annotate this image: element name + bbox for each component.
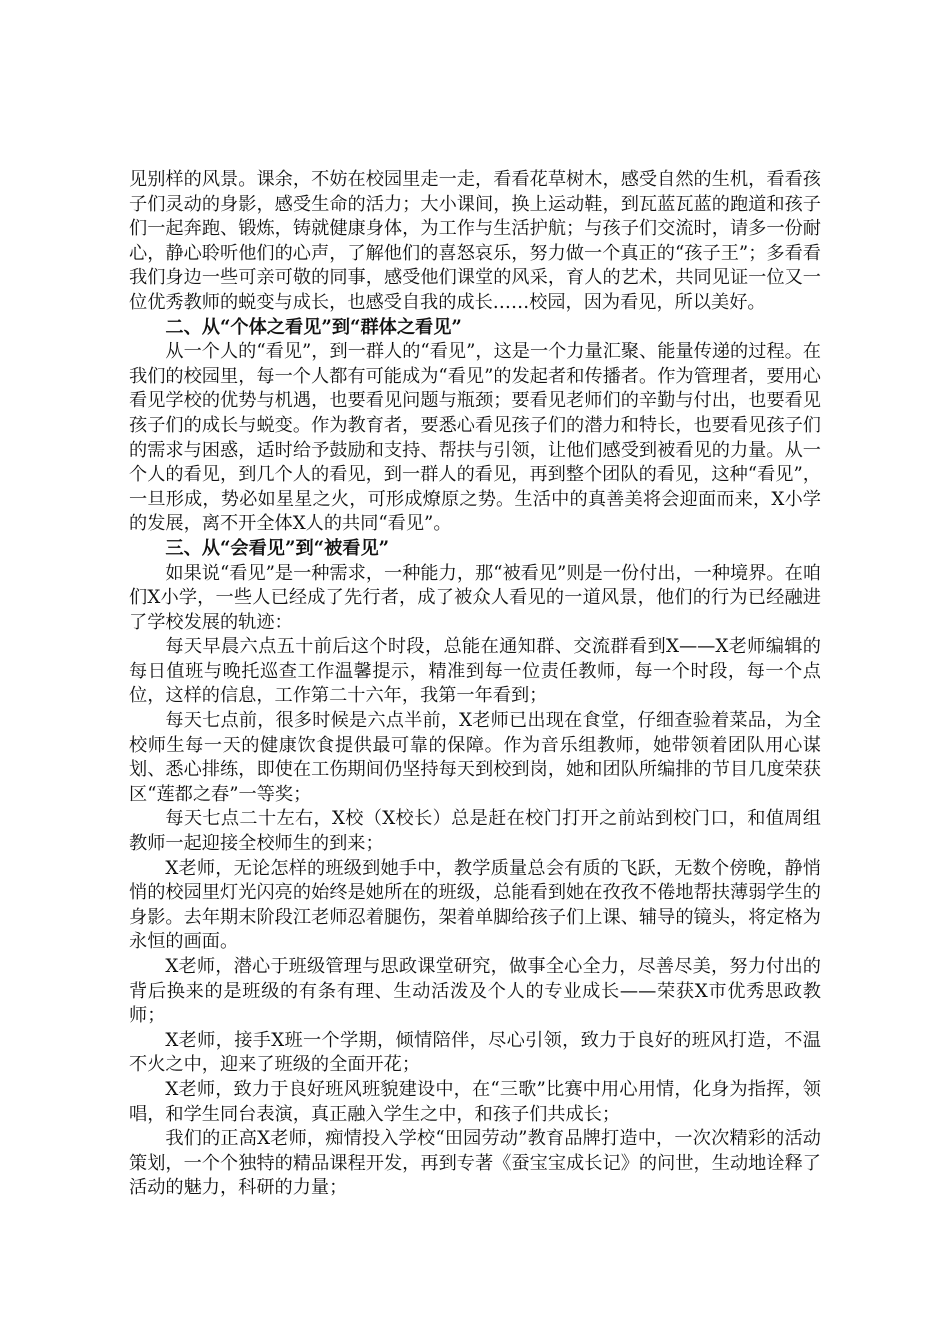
- example-paragraph-8: 我们的正高X老师，痴情投入学校“田园劳动”教育品牌打造中，一次次精彩的活动策划，一个个独特的精品课程开发，再到专著《蚕宝宝成长记》的问世，生动地诠释了活动的魅力，科研的力量；: [129, 1128, 821, 1199]
- being-seen-paragraph: 如果说“看见”是一种需求，一种能力，那“被看见”则是一份付出，一种境界。在咱们X小学，一些人已经成了先行者，成了被众人看见的一道风景，他们的行为已经融进了学校发展的轨迹：: [129, 562, 821, 633]
- example-paragraph-2: 每天七点前，很多时候是六点半前，X老师已出现在食堂，仔细查验着菜品，为全校师生每一天的健康饮食提供最可靠的保障。作为音乐组教师，她带领着团队用心谋划、悉心排练，即使在工伤期间仍坚持每天到校到岗，她和团队所编排的节目几度荣获区“莲都之春”一等奖；: [129, 710, 821, 805]
- section-heading-3: 三、从“会看见”到“被看见”: [165, 537, 390, 559]
- example-paragraph-4: X老师，无论怎样的班级到她手中，教学质量总会有质的飞跃，无数个傍晚，静悄悄的校园里灯光闪亮的始终是她所在的班级，总能看到她在孜孜不倦地帮扶薄弱学生的身影。去年期末阶段江老师忍着腿伤，架着单脚给孩子们上课、辅导的镜头，将定格为永恒的画面。: [129, 857, 821, 953]
- example-paragraph-5: X老师，潜心于班级管理与思政课堂研究，做事全心全力，尽善尽美，努力付出的背后换来的是班级的有条有理、生动活泼及个人的专业成长——荣获X市优秀思政教师；: [129, 956, 821, 1027]
- example-paragraph-1: 每天早晨六点五十前后这个时段，总能在通知群、交流群看到X——X老师编辑的每日值班与晚托巡查工作温馨提示，精准到每一位责任教师，每一个时段，每一个点位，这样的信息，工作第二十六年，我第一年看到；: [129, 636, 821, 707]
- example-paragraph-6: X老师，接手X班一个学期，倾情陪伴，尽心引领，致力于良好的班风打造，不温不火之中，迎来了班级的全面开花；: [129, 1029, 821, 1076]
- document-page: [129, 168, 821, 1201]
- group-seeing-paragraph: 从一个人的“看见”，到一群人的“看见”，这是一个力量汇聚、能量传递的过程。在我们的校园里，每一个人都有可能成为“看见”的发起者和传播者。作为管理者，要用心看见学校的优势与机遇，也要看见问题与瓶颈；要看见老师们的辛勤与付出，也要看见孩子们的成长与蜕变。作为教育者，要悉心看见孩子们的潜力和特长，也要看见孩子们的需求与困惑，适时给予鼓励和支持、帮扶与引领，让他们感受到被看见的力量。从一个人的看见，到几个人的看见，到一群人的看见，再到整个团队的看见，这种“看见”，一旦形成，势必如星星之火，可形成燎原之势。生活中的真善美将会迎面而来，X小学的发展，离不开全体X人的共同“看见”。: [129, 341, 821, 535]
- intro-paragraph: 见别样的风景。课余，不妨在校园里走一走，看看花草树木，感受自然的生机，看看孩子们灵动的身影，感受生命的活力；大小课间，换上运动鞋，到瓦蓝瓦蓝的跑道和孩子们一起奔跑、锻炼，铸就健康身体，为工作与生活护航；与孩子们交流时，请多一份耐心，静心聆听他们的心声，了解他们的喜怒哀乐，努力做一个真正的“孩子王”；多看看我们身边一些可亲可敬的同事，感受他们课堂的风采，育人的艺术，共同见证一位又一位优秀教师的蜕变与成长，也感受自我的成长……校园，因为看见，所以美好。: [129, 169, 821, 313]
- section-heading-2: 二、从“个体之看见”到“群体之看见”: [165, 316, 462, 338]
- example-paragraph-3: 每天七点二十左右，X校（X校长）总是赶在校门打开之前站到校门口，和值周组教师一起迎接全校师生的到来；: [129, 808, 821, 855]
- example-paragraph-7: X老师，致力于良好班风班貌建设中，在“三歌”比赛中用心用情，化身为指挥，领唱，和学生同台表演，真正融入学生之中，和孩子们共成长；: [129, 1078, 821, 1125]
